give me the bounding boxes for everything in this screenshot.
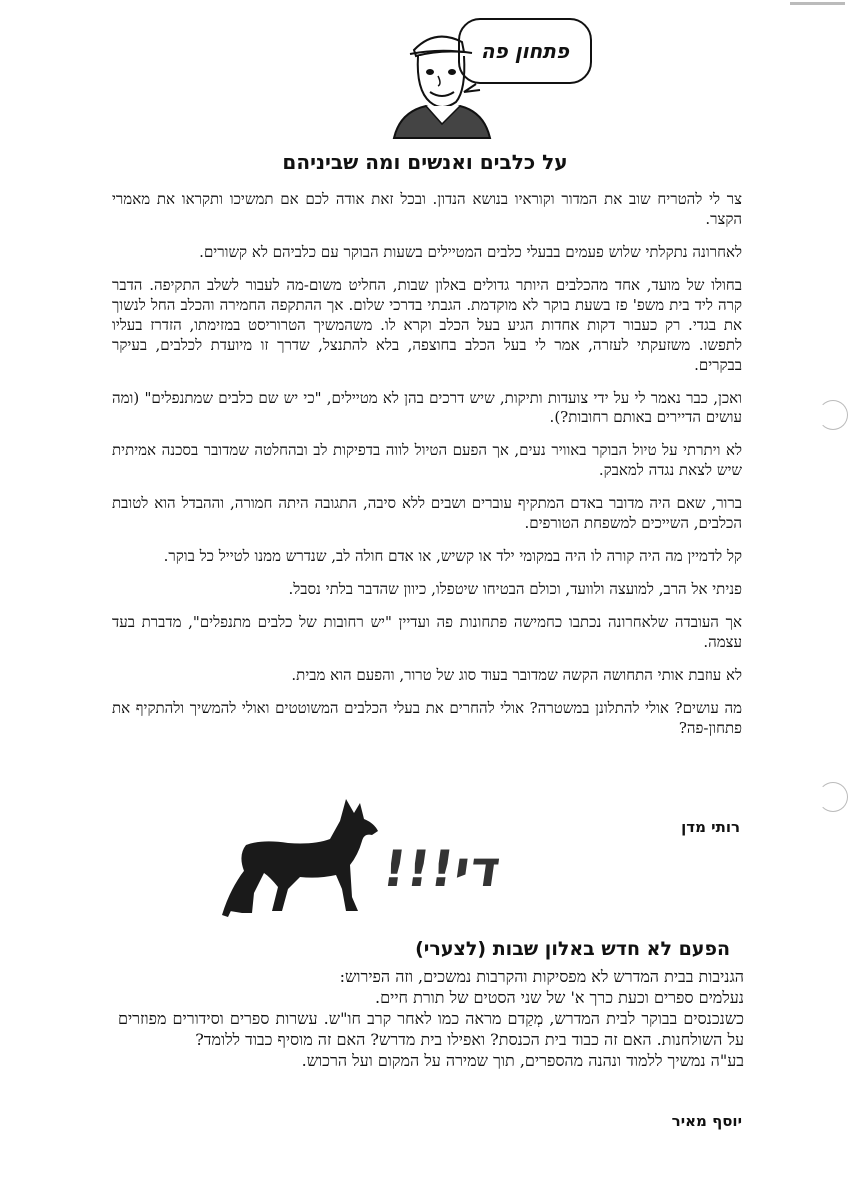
article-line: בע"ה נמשיך ללמוד ונהנה מהספרים, תוך שמירה על המקום ועל הרכוש. [301, 1051, 744, 1071]
article-paragraph: לא עוזבת אותי התחושה הקשה שמדובר בעוד סוג של טרור, והפעם הוא מבית. [291, 665, 742, 684]
article-line: נעלמים ספרים וכעת כרך א' של שני הסטים של תורת חיים. [375, 988, 744, 1008]
article-paragraph: אך העובדה שלאחרונה נכתבו כחמישה פתחונות פה ועדיין "יש רחובות של כלבים מתנפלים", מדברת בעד עצמה. [112, 613, 742, 651]
dog-silhouette-icon [218, 793, 388, 923]
article-paragraph: לאחרונה נתקלתי שלוש פעמים בבעלי כלבים המטיילים בשעות הבוקר עם כלביהם לא קשורים. [199, 242, 742, 261]
article-body [112, 190, 742, 752]
article-title: על כלבים ואנשים ומה שביניהם [282, 150, 568, 174]
article-paragraph: בחולו של מועד, אחד מהכלבים היותר גדולים באלון שבות, החליט משום-מה לעבור לשלב התקיפה. הדבר קרה ליד בית משפ' פז בשעת בוקר לא מוקדמת. הגבתי בדרכי שלום. אך ההתקפה החמירה והכלב החל לנשוך את בגדי. רק כעבור דקות אחדות הגיע בעל הכלב וקרא לו. משהמשיך הטרוריסט במזימתו, הזדרז בעליו לתפשו. משזעקתי לעזרה, אמר לי בעל הכלב בחוצפה, בלא להתנצל, שדרך זו מיועדת לכלבים, בעיקר בבקרים. [112, 275, 742, 374]
article-title: הפעם לא חדש באלון שבות (לצערי) [415, 938, 730, 960]
article-paragraph: ברור, שאם היה מדובר באדם המתקיף עוברים ושבים ללא סיבה, התגובה היתה חמורה, וההבדל הוא לטובת הכלבים, השייכים למשפחת הטורפים. [112, 494, 742, 533]
author-signature: רותי מדן [681, 818, 740, 836]
punch-hole-mark [818, 400, 848, 430]
article-paragraph: מה עושים? אולי להתלונן במשטרה? אולי להחרים את בעלי הכלבים המשוטטים ואולי להמשיך ולהתקיף את פתחון-פה? [112, 698, 742, 737]
scan-edge-mark [790, 2, 845, 5]
article-body [118, 966, 744, 1072]
article-paragraph: קל לדמיין מה היה קורה לו היה במקומי ילד או קשיש, או אדם חולה לב, שנדרש ממנו לטייל כל בוקר. [163, 547, 742, 566]
article-line: כשנכנסים בבוקר לבית המדרש, מְקַדם מראה כמו לאחר קרב חו"ש. עשרות ספרים וסידורים מפוזרים על השולחנות. האם זה כבוד בית הכנסת? ואפילו בית מדרש? האם זה מוסיף כבוד ללומד? [118, 1009, 744, 1050]
article-paragraph: פניתי אל הרב, למועצה ולוועד, וכולם הבטיחו שיטפלו, כיוון שהדבר בלתי נסבל. [288, 580, 742, 599]
article-paragraph: ואכן, כבר נאמר לי על ידי צועדות ותיקות, שיש דרכים בהן לא מטיילים, "כי יש שם כלבים שמתנפלים" (ומה עושים הדיירים באותם רחובות?). [112, 388, 742, 427]
article-line: הגניבות בבית המדרש לא מפסיקות והקרבות נמשכים, וזה הפירוש: [339, 967, 744, 986]
punch-hole-mark [818, 782, 848, 812]
speech-bubble: פתחון פה [458, 18, 592, 84]
author-signature: יוסף מאיר [671, 1112, 742, 1130]
article-paragraph: לא ויתרתי על טיול הבוקר באוויר נעים, אך הפעם הטיול לווה בדפיקות לב ובהחלטה שמדובר בסכנה אמיתית שיש לצאת נגדה למאבק. [112, 441, 742, 480]
article-paragraph: צר לי להטריח שוב את המדור וקוראיו בנושא הנדון. ובכל זאת אודה לכם אם תמשיכו ותקראו את מאמרי הקצר. [112, 190, 742, 228]
stamp-text: די!!! [379, 840, 505, 898]
